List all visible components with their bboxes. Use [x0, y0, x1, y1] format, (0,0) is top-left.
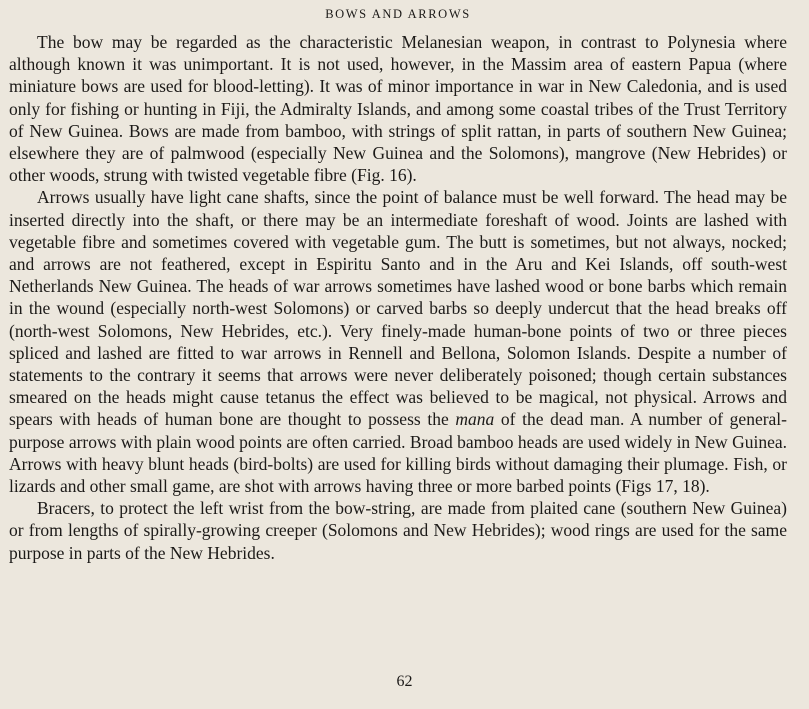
italic-term-mana: mana	[455, 409, 495, 430]
paragraph-arrows-text-a: Arrows usually have light cane shafts, since the point of balance must be well forward. The head may be inserted directly into the shaft, or there may be an intermediate foreshaft of wood. Joints are lashed with vegetable fibre and sometimes covered with vegetable gum. The butt is sometimes, but not always, nocked; and arrows are not feathered, except in Espiritu Santo and in the Aru and Kei Islands, off south-west Netherlands New Guinea. The heads of war arrows sometimes have lashed wood or bone barbs which remain in the wound (especially north-west Solomons) or carved barbs so deeply undercut that the head breaks off (north-west Solomons, New Hebrides, etc.). Very finely-made human-bone points of two or three pieces spliced and lashed are fitted to war arrows in Rennell and Bellona, Solomon Islands. Despite a number of statements to the contrary it seems that arrows were never deliberately poisoned; though certain substances smeared on the heads might cause tetanus the effect was believed to be magical, not physical. Arrows and spears with heads of human bone are thought to possess the	[9, 187, 787, 430]
page-number: 62	[396, 673, 413, 690]
running-head: BOWS AND ARROWS	[325, 7, 471, 21]
paragraph-bracers: Bracers, to protect the left wrist from the bow-string, are made from plaited cane (southern New Guinea) or from lengths of spirally-growing creeper (Solomons and New Hebrides); wood rings are used for the same purpose in parts of the New Hebrides.	[9, 498, 787, 563]
paragraph-arrows	[9, 186, 787, 497]
paragraph-bows: The bow may be regarded as the characteristic Melanesian weapon, in contrast to Polynesia where although known it was unimportant. It is not used, however, in the Massim area of eastern Papua (where miniature bows are used for blood-letting). It was of minor importance in war in New Caledonia, and is used only for fishing or hunting in Fiji, the Admiralty Islands, and among some coastal tribes of the Trust Territory of New Guinea. Bows are made from bamboo, with strings of split rattan, in parts of southern New Guinea; elsewhere they are of palmwood (especially New Guinea and the Solomons), mangrove (New Hebrides) or other woods, strung with twisted vegetable fibre (Fig. 16).	[9, 32, 787, 186]
paragraph-arrows-text-b: of the dead man. A number of general-purpose arrows with plain wood points are often carried. Broad bamboo heads are used widely in New Guinea. Arrows with heavy blunt heads (bird-bolts) are used for killing birds without damaging their plumage. Fish, or lizards and other small game, are shot with arrows having three or more barbed points (Figs 17, 18).	[9, 409, 787, 497]
